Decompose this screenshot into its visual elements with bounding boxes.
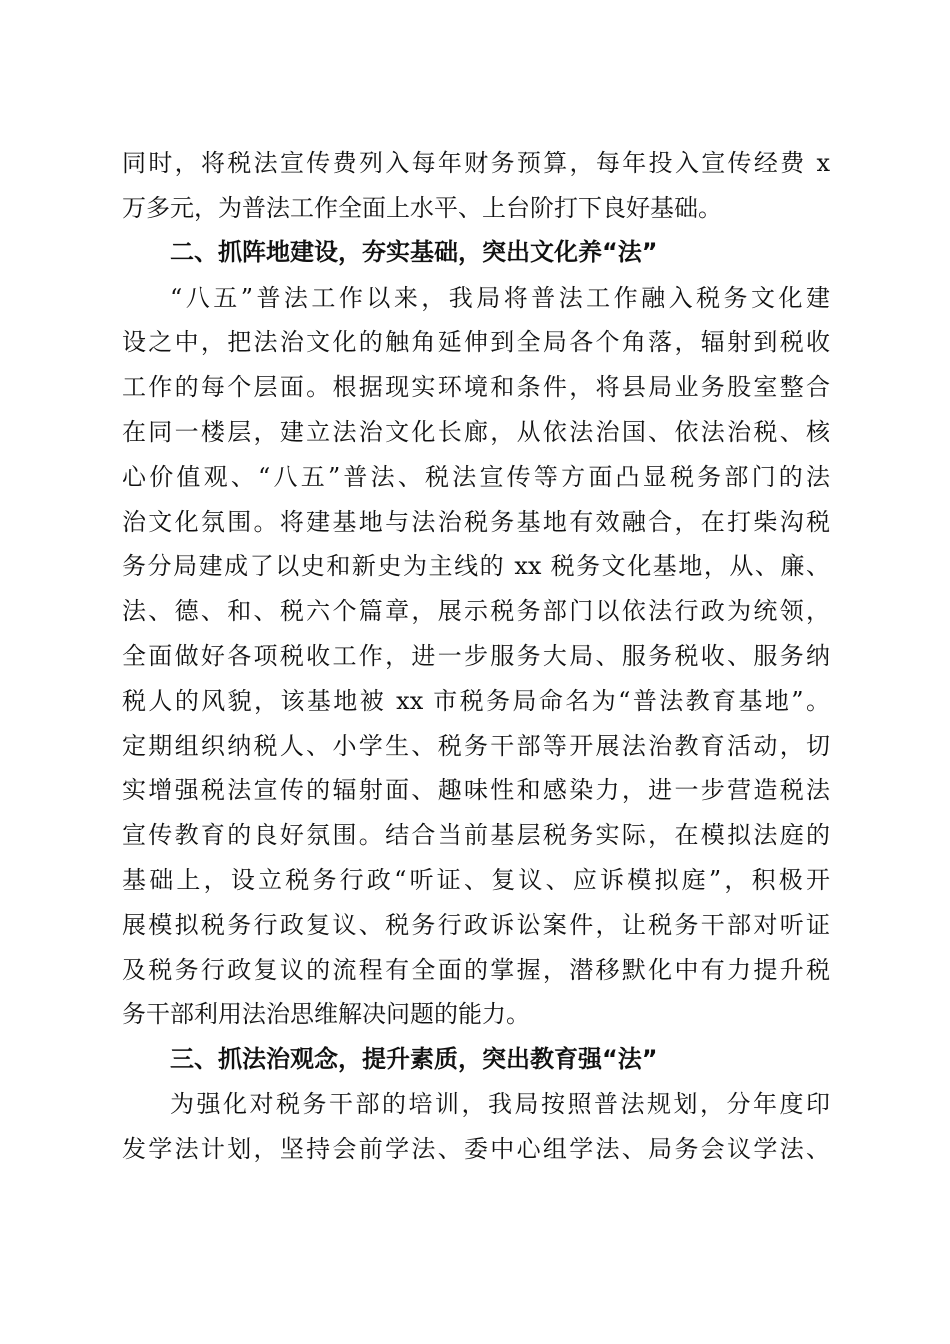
text-line: 法、德、和、税六个篇章，展示税务部门以依法行政为统领， (122, 597, 830, 625)
text-line: 全面做好各项税收工作，进一步服务大局、服务税收、服务纳 (122, 642, 830, 670)
text-line: 同时，将税法宣传费列入每年财务预算，每年投入宣传经费 x (122, 149, 830, 177)
text-line: 发学法计划，坚持会前学法、委中心组学法、局务会议学法、 (122, 1135, 830, 1163)
text-line: 实增强税法宣传的辐射面、趣味性和感染力，进一步营造税法 (122, 776, 830, 804)
text-line: 及税务行政复议的流程有全面的掌握，潜移默化中有力提升税 (122, 956, 830, 984)
text-line: 定期组织纳税人、小学生、税务干部等开展法治教育活动，切 (122, 732, 830, 760)
text-line: 宣传教育的良好氛围。结合当前基层税务实际，在模拟法庭的 (122, 821, 830, 849)
text-line: 万多元，为普法工作全面上水平、上台阶打下良好基础。 (122, 194, 722, 222)
text-line: 税人的风貌，该基地被 xx 市税务局命名为“普法教育基地”。 (122, 687, 830, 715)
text-line: 基础上，设立税务行政“听证、复议、应诉模拟庭”，积极开 (122, 866, 830, 894)
text-line: 工作的每个层面。根据现实环境和条件，将县局业务股室整合 (122, 373, 830, 401)
text-line: 在同一楼层，建立法治文化长廊，从依法治国、依法治税、核 (122, 418, 830, 446)
text-line: 为强化对税务干部的培训，我局按照普法规划，分年度印 (170, 1090, 830, 1118)
text-line: 治文化氛围。将建基地与法治税务基地有效融合，在打柴沟税 (122, 508, 830, 536)
text-line: “八五”普法工作以来，我局将普法工作融入税务文化建 (170, 284, 830, 312)
text-line: 设之中，把法治文化的触角延伸到全局各个角落，辐射到税收 (122, 328, 830, 356)
text-line: 务分局建成了以史和新史为主线的 xx 税务文化基地，从、廉、 (122, 552, 830, 580)
section-heading-2: 二、抓阵地建设，夯实基础，突出文化养“法” (170, 238, 658, 266)
text-line: 心价值观、“八五”普法、税法宣传等方面凸显税务部门的法 (122, 463, 830, 491)
section-heading-3: 三、抓法治观念，提升素质，突出教育强“法” (170, 1045, 658, 1073)
text-line: 务干部利用法治思维解决问题的能力。 (122, 1000, 530, 1028)
text-line: 展模拟税务行政复议、税务行政诉讼案件，让税务干部对听证 (122, 911, 830, 939)
